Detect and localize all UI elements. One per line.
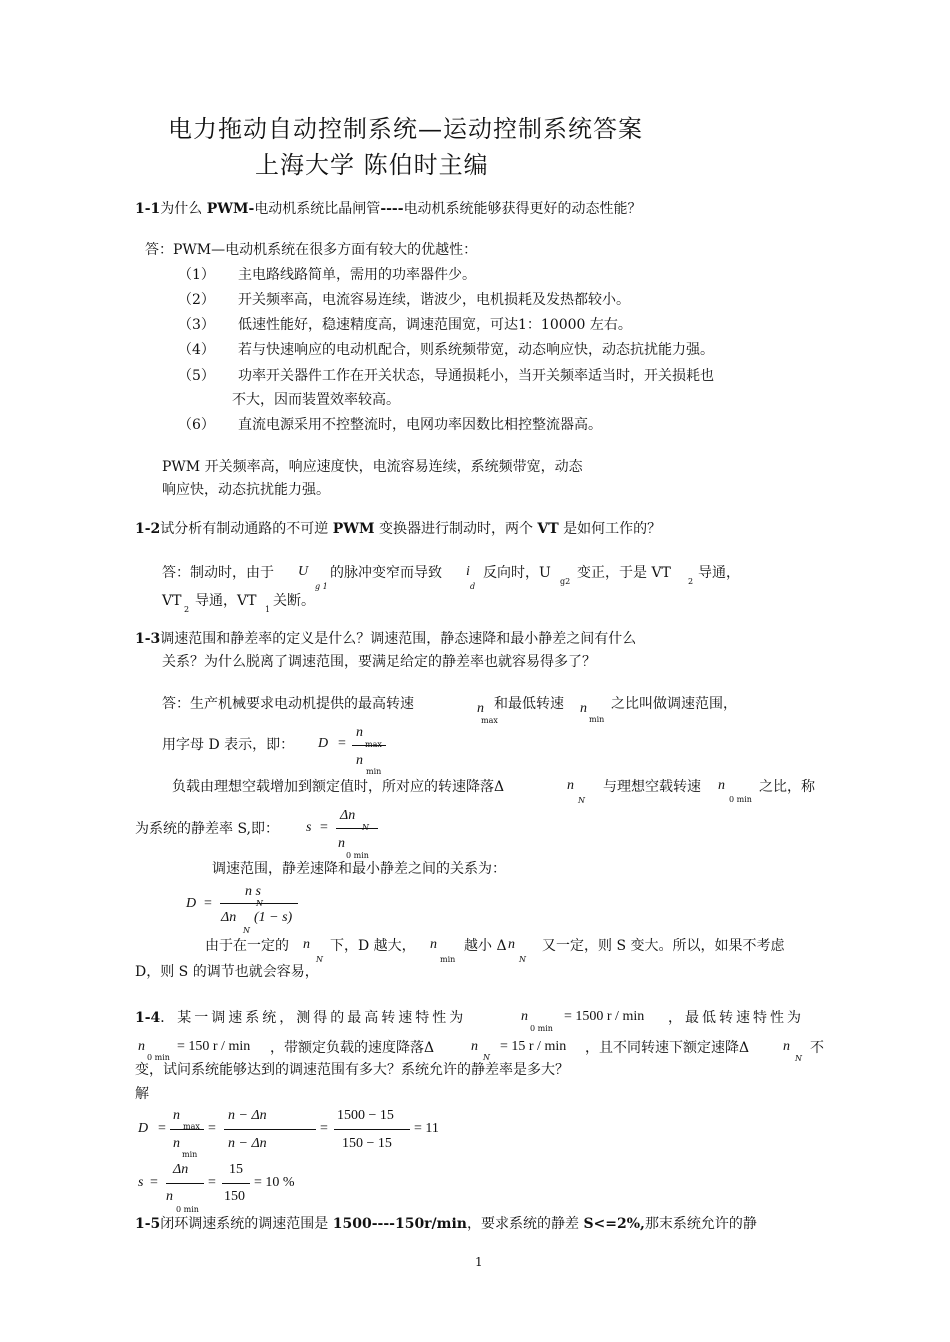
question-text: 为什么 xyxy=(160,201,207,217)
question-text: 关系？为什么脱离了调速范围，要满足给定的静差率也就容易得多了？ xyxy=(162,654,596,670)
question-number: 1-2 xyxy=(135,521,161,537)
fraction-bar xyxy=(352,745,386,746)
list-item-number: （6） xyxy=(178,417,215,433)
math-value: = 15 r / min xyxy=(500,1039,567,1054)
answer-text: 为系统的静差率 S,即： xyxy=(135,821,279,837)
list-item-text: 低速性能好，稳速精度高，调速范围宽，可达1：10000 左右。 xyxy=(238,317,632,333)
question-text: 电动机系统比晶闸管 xyxy=(254,201,381,217)
answer-text: 又一定，则 S 变大。所以，如果不考虑 xyxy=(542,938,785,954)
question-text: 试分析有制动通路的不可逆 xyxy=(160,521,333,537)
fraction-bar xyxy=(334,1129,410,1130)
question-text-bold: S<=2%, xyxy=(583,1216,645,1232)
math-symbol: s xyxy=(138,1175,144,1190)
answer-text: 关断。 xyxy=(273,593,315,609)
math-operator: = xyxy=(204,896,212,911)
answer-text: 的脉冲变窄而导致 xyxy=(330,565,442,581)
question-text-bold: PWM xyxy=(332,521,375,537)
question-text-bold: PWM- xyxy=(206,201,255,217)
math-symbol: n xyxy=(338,836,345,851)
fraction-bar xyxy=(170,1129,204,1130)
math-numerator: n s xyxy=(245,884,261,899)
math-symbol: D xyxy=(138,1121,149,1136)
math-subscript: max xyxy=(365,740,382,749)
answer-intro: 答：PWM—电动机系统在很多方面有较大的优越性： xyxy=(145,242,478,258)
math-numerator: 15 xyxy=(229,1162,243,1177)
question-text-bold: 1500----150r/min xyxy=(332,1216,467,1232)
math-numerator: n − Δn xyxy=(228,1108,267,1123)
math-subscript: g 1 xyxy=(315,582,328,591)
math-subscript: min xyxy=(589,715,605,724)
math-subscript: N xyxy=(243,926,250,935)
question-text: 电动机系统能够获得更好的动态性能？ xyxy=(403,201,642,217)
math-symbol: n xyxy=(521,1009,528,1024)
summary-line: PWM 开关频率高，响应速度快，电流容易连续，系统频带宽，动态 xyxy=(162,459,583,475)
answer-text: 用字母 D 表示，即： xyxy=(162,737,295,753)
question-text-bold: VT xyxy=(537,521,559,537)
math-numerator: Δn xyxy=(173,1162,189,1177)
question-text: 闭环调速系统的调速范围是 xyxy=(160,1216,333,1232)
math-subscript: min xyxy=(182,1150,198,1159)
list-item-number: （4） xyxy=(178,342,215,358)
question-text: 不 xyxy=(810,1040,824,1056)
math-operator: = xyxy=(158,1121,166,1136)
question-text: 调速范围和静差率的定义是什么？调速范围，静态速降和最小静差之间有什么 xyxy=(160,631,637,647)
answer-text: 导通， xyxy=(698,565,740,581)
math-subscript: N xyxy=(256,899,263,908)
answer-text: 变正，于是 VT xyxy=(577,565,671,581)
answer-text: 导通，VT xyxy=(195,593,257,609)
math-subscript: min xyxy=(440,955,456,964)
fraction-bar xyxy=(224,1129,316,1130)
question-text: 那末系统允许的静 xyxy=(644,1216,757,1232)
fraction-bar xyxy=(222,1183,250,1184)
math-subscript: N xyxy=(316,955,323,964)
answer-text: 之比，称 xyxy=(759,779,815,795)
math-symbol: n xyxy=(718,778,725,793)
list-item-number: （1） xyxy=(178,267,215,283)
question-number: 1-1 xyxy=(135,201,161,217)
math-result: = 11 xyxy=(414,1121,439,1136)
math-subscript: 0 min xyxy=(147,1053,170,1062)
fraction-bar xyxy=(166,1183,204,1184)
list-item-continuation: 不大，因而装置效率较高。 xyxy=(232,392,400,408)
question-text: ，最低转速特性为 xyxy=(668,1010,804,1026)
answer-text: 由于在一定的 xyxy=(205,938,289,954)
math-symbol: n xyxy=(138,1039,145,1054)
math-subscript: 0 min xyxy=(346,851,369,860)
math-subscript: N xyxy=(519,955,526,964)
list-item-number: （2） xyxy=(178,292,215,308)
answer-text: 答：生产机械要求电动机提供的最高转速 xyxy=(162,696,414,712)
math-symbol: n xyxy=(356,725,363,740)
math-value: = 1500 r / min xyxy=(564,1009,645,1024)
math-operator: = xyxy=(320,1121,328,1136)
answer-text: 与理想空载转速 xyxy=(603,779,701,795)
summary-line: 响应快，动态抗扰能力强。 xyxy=(162,482,330,498)
math-operator: = xyxy=(208,1121,216,1136)
math-subscript: N xyxy=(362,823,369,832)
question-text: 变，试问系统能够达到的调速范围有多大？系统允许的静差率是多大？ xyxy=(135,1062,569,1078)
math-symbol: n xyxy=(430,937,437,952)
answer-text: 反向时，U xyxy=(483,565,551,581)
math-subscript: max xyxy=(481,716,498,725)
question-number: 1-5 xyxy=(135,1216,161,1232)
list-item-text: 开关频率高，电流容易连续，谐波少，电机损耗及发热都较小。 xyxy=(238,292,630,308)
math-symbol: n xyxy=(166,1189,173,1204)
question-1-4 xyxy=(135,1009,466,1027)
question-number: 1-4 xyxy=(135,1010,161,1026)
math-subscript: 0 min xyxy=(530,1024,553,1033)
math-symbol: n xyxy=(173,1136,180,1151)
math-operator: = xyxy=(150,1175,158,1190)
math-subscript: N xyxy=(795,1054,802,1063)
math-subscript: N xyxy=(483,1053,490,1062)
math-symbol: n xyxy=(477,701,484,716)
question-1-3 xyxy=(135,630,636,648)
math-symbol: n xyxy=(471,1039,478,1054)
answer-text: 越小 Δ xyxy=(464,938,507,954)
list-item-text: 功率开关器件工作在开关状态，导通损耗小，当开关频率适当时，开关损耗也 xyxy=(238,368,714,384)
answer-text: VT xyxy=(162,593,182,609)
question-text: ，带额定负载的速度降落Δ xyxy=(270,1040,435,1056)
math-denominator: 150 xyxy=(224,1189,245,1204)
math-subscript: max xyxy=(183,1122,200,1131)
answer-text: 负载由理想空载增加到额定值时，所对应的转速降落Δ xyxy=(172,779,505,795)
page-number: 1 xyxy=(475,1255,483,1269)
math-symbol: n xyxy=(783,1039,790,1054)
answer-text: D，则 S 的调节也就会容易， xyxy=(135,964,319,980)
math-result: = 10 % xyxy=(254,1175,295,1190)
math-subscript: g2 xyxy=(560,577,571,586)
question-number: 1-3 xyxy=(135,631,161,647)
answer-text: 和最低转速 xyxy=(494,696,564,712)
math-operator: = xyxy=(338,736,346,751)
math-symbol: i xyxy=(466,564,470,579)
math-subscript: d xyxy=(470,582,476,591)
list-item-number: （3） xyxy=(178,317,215,333)
math-symbol: Δn xyxy=(221,910,237,925)
math-symbol: D xyxy=(318,736,329,751)
answer-text: 调速范围，静差速降和最小静差之间的关系为： xyxy=(212,861,506,877)
math-denominator: n − Δn xyxy=(228,1136,267,1151)
math-symbol: n xyxy=(173,1108,180,1123)
math-operator: = xyxy=(320,820,328,835)
math-subscript: 0 min xyxy=(729,795,752,804)
math-expression: (1 − s) xyxy=(254,910,293,925)
math-subscript: N xyxy=(578,796,585,805)
question-text: 是如何工作的？ xyxy=(558,521,662,537)
math-symbol: U xyxy=(298,564,309,579)
question-1-5 xyxy=(135,1215,757,1233)
math-subscript: 1 xyxy=(265,605,271,614)
answer-text: 之比叫做调速范围， xyxy=(611,696,737,712)
math-subscript: 2 xyxy=(688,577,694,586)
question-text-bold: ---- xyxy=(380,201,404,217)
answer-text: 答：制动时，由于 xyxy=(162,565,274,581)
math-subscript: 2 xyxy=(184,605,190,614)
math-symbol: n xyxy=(303,937,310,952)
question-text: ，且不同转速下额定速降Δ xyxy=(585,1040,750,1056)
question-text: ，要求系统的静差 xyxy=(466,1216,584,1232)
math-operator: = xyxy=(208,1175,216,1190)
question-text: ．某一调速系统，测得的最高转速特性为 xyxy=(160,1010,467,1026)
question-text: 变换器进行制动时，两个 xyxy=(374,521,538,537)
math-subscript: 0 min xyxy=(176,1205,199,1214)
list-item-text: 若与快速响应的电动机配合，则系统频带宽，动态响应快，动态抗扰能力强。 xyxy=(238,342,714,358)
document-subtitle: 上海大学 陈伯时主编 xyxy=(255,151,489,179)
math-denominator: 150 − 15 xyxy=(342,1136,392,1151)
document-title: 电力拖动自动控制系统—运动控制系统答案 xyxy=(168,115,643,143)
math-subscript: min xyxy=(366,767,382,776)
math-symbol: Δn xyxy=(340,808,356,823)
math-symbol: n xyxy=(567,778,574,793)
question-1-2 xyxy=(135,520,661,538)
list-item-number: （5） xyxy=(178,368,215,384)
math-symbol: n xyxy=(580,701,587,716)
answer-text: 下，D 越大， xyxy=(330,938,416,954)
math-symbol: n xyxy=(508,937,515,952)
math-symbol: D xyxy=(186,896,197,911)
list-item-text: 直流电源采用不控整流时，电网功率因数比相控整流器高。 xyxy=(238,417,602,433)
math-symbol: s xyxy=(306,820,312,835)
solution-label: 解 xyxy=(135,1086,149,1102)
fraction-bar xyxy=(220,903,298,904)
math-numerator: 1500 − 15 xyxy=(337,1108,394,1123)
math-symbol: n xyxy=(356,753,363,768)
question-1-1 xyxy=(135,200,642,218)
fraction-bar xyxy=(336,828,378,829)
math-value: = 150 r / min xyxy=(177,1039,251,1054)
list-item-text: 主电路线路简单，需用的功率器件少。 xyxy=(238,267,476,283)
